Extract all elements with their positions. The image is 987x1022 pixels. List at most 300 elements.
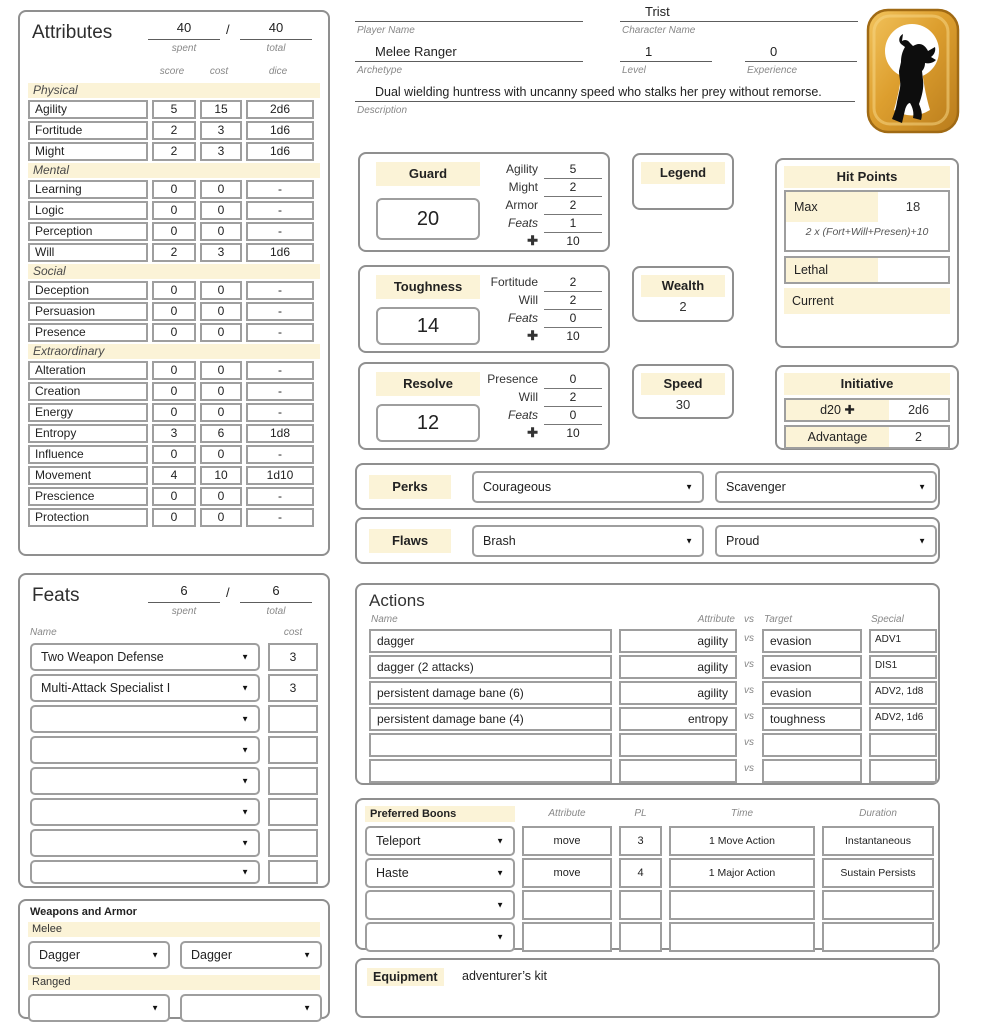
character-name-label: Character Name [622,25,696,36]
attribute-dice: 1d6 [246,121,314,140]
feat-dropdown-2[interactable] [30,674,260,702]
table-row [28,508,320,527]
ranged-section-label: Ranged [28,975,320,990]
attributes-spent-label: spent [171,43,197,54]
resolve-value-input[interactable]: 12 [376,404,480,442]
resolve-row-label: Feats [507,408,538,422]
perk-dropdown-1[interactable] [472,471,704,503]
perk-dropdown-1-value: Courageous [483,480,552,494]
character-name-underline [620,5,858,22]
resolve-row-value: 10 [566,426,580,440]
action-vs: vs [744,659,754,670]
feat-dropdown-4[interactable] [30,736,260,764]
boons-header-pl: PL [634,808,647,819]
feat-dropdown-6[interactable] [30,798,260,826]
guard-row-value[interactable]: 1 [544,216,602,233]
boon-pl: 3 [619,826,662,856]
attribute-score-input[interactable]: 2 [152,142,196,161]
toughness-row-label: Will [518,293,538,307]
resolve-row-value[interactable]: 0 [544,408,602,425]
ranged-weapon-dropdown-2[interactable] [180,994,322,1022]
feats-total-value: 6 [240,583,312,603]
action-target-input[interactable] [762,733,862,757]
attribute-name: Energy [28,403,148,422]
hp-lethal-value-input[interactable] [878,258,948,282]
action-target-input[interactable]: evasion [762,629,862,653]
attribute-name: Prescience [28,487,148,506]
attribute-name: Fortitude [28,121,148,140]
boon-pl [619,922,662,952]
attribute-cost: 10 [200,466,242,485]
attribute-name: Perception [28,222,148,241]
feat-dropdown-7[interactable] [30,829,260,857]
actions-header-attribute: Attribute [697,614,735,625]
hp-max-group [784,190,950,252]
boons-header-time: Time [730,808,754,819]
initiative-panel [775,365,959,450]
action-name-input[interactable]: persistent damage bane (4) [369,707,612,731]
attribute-cost: 0 [200,382,242,401]
equipment-panel [355,958,940,1018]
feats-spent-label: spent [171,606,197,617]
feat-dropdown-5[interactable] [30,767,260,795]
attribute-name: Creation [28,382,148,401]
attribute-name: Presence [28,323,148,342]
feat-cost: 3 [268,643,318,671]
attribute-cost: 0 [200,445,242,464]
feats-name-header: Name [30,627,57,638]
section-header-social: Social [28,264,320,279]
initiative-advantage-value: 2 [915,430,922,444]
toughness-title: Toughness [376,275,480,299]
column-header-cost: cost [209,66,229,77]
attribute-cost: 0 [200,487,242,506]
boon-duration: Instantaneous [822,826,934,856]
chevron-down-icon: ▼ [685,482,693,492]
hp-current-label: Current [784,288,950,314]
attribute-name: Deception [28,281,148,300]
chevron-down-icon: ▼ [241,838,249,848]
attribute-score-input[interactable]: 2 [152,121,196,140]
attributes-spent-value: 40 [148,20,220,40]
table-row [28,302,320,321]
attribute-score-input[interactable]: 5 [152,100,196,119]
guard-row-value: 10 [566,234,580,248]
hp-lethal-row [784,256,950,284]
perk-dropdown-2[interactable] [715,471,937,503]
table-row [28,222,320,241]
column-header-dice: dice [268,66,288,77]
feat-cost [268,705,318,733]
action-vs: vs [744,711,754,722]
attribute-dice: - [246,487,314,506]
wealth-value-input[interactable]: 2 [679,299,687,314]
initiative-roll-row [784,398,950,422]
attribute-score-input[interactable]: 0 [152,201,196,220]
melee-weapon-2-value: Dagger [191,948,232,962]
attribute-cost: 0 [200,361,242,380]
preferred-boons-panel [355,798,940,950]
chevron-down-icon: ▼ [151,1003,159,1013]
attribute-cost: 3 [200,142,242,161]
toughness-row-value: 10 [566,329,580,343]
guard-row-label: Might [508,180,538,194]
attribute-dice: 1d6 [246,243,314,262]
attribute-name: Entropy [28,424,148,443]
attribute-score-input[interactable]: 0 [152,382,196,401]
chevron-down-icon: ▼ [241,683,249,693]
experience-field[interactable]: 0 [770,44,778,59]
feats-title: Feats [32,585,80,606]
boon-time: 1 Move Action [669,826,815,856]
boons-header-attribute: Attribute [548,808,586,819]
chevron-down-icon: ▼ [151,950,159,960]
toughness-row-value[interactable]: 0 [544,311,602,328]
section-header-mental: Mental [28,163,320,178]
feat-cost [268,798,318,826]
speed-panel [632,364,734,419]
feats-spent-value: 6 [148,583,220,603]
action-attribute-input[interactable]: agility [619,629,737,653]
flaw-dropdown-1-value: Brash [483,534,516,548]
attribute-name: Persuasion [28,302,148,321]
chevron-down-icon: ▼ [496,868,504,878]
attribute-dice: - [246,222,314,241]
action-name-input[interactable]: persistent damage bane (6) [369,681,612,705]
ranged-weapon-dropdown-1[interactable] [28,994,170,1022]
level-label: Level [622,65,646,76]
attribute-dice: 1d10 [246,466,314,485]
chevron-down-icon: ▼ [303,950,311,960]
chevron-down-icon: ▼ [496,932,504,942]
guard-row-value: 2 [544,180,602,197]
initiative-advantage-label: Advantage [786,427,889,447]
attribute-score-input[interactable]: 0 [152,323,196,342]
column-header-score: score [159,66,185,77]
attribute-cost: 0 [200,281,242,300]
feat-dropdown-1[interactable] [30,643,260,671]
table-row [28,142,320,161]
feats-cost-header: cost [283,627,303,638]
boon-attribute: move [522,826,612,856]
attribute-dice: - [246,382,314,401]
perks-panel [355,463,940,510]
action-name-input[interactable] [369,759,612,783]
chevron-down-icon: ▼ [241,714,249,724]
attributes-slash: / [226,22,230,37]
character-name-field[interactable]: Trist [645,4,670,19]
attribute-cost: 0 [200,222,242,241]
description-label: Description [357,105,408,116]
attribute-score-input[interactable]: 0 [152,361,196,380]
toughness-row-label: Feats [507,311,538,325]
boon-duration [822,890,934,920]
table-row [28,180,320,199]
action-vs: vs [744,685,754,696]
action-attribute-input[interactable] [619,759,737,783]
attribute-cost: 0 [200,302,242,321]
equipment-value-input[interactable]: adventurer’s kit [462,969,547,983]
boon-pl: 4 [619,858,662,888]
feats-slash: / [226,585,230,600]
weapons-armor-title: Weapons and Armor [30,906,137,918]
boon-time [669,922,815,952]
feat-dropdown-8[interactable] [30,860,260,884]
level-underline [620,45,712,62]
actions-title: Actions [369,591,425,610]
flaws-panel [355,517,940,564]
boon-attribute [522,890,612,920]
attribute-name: Will [28,243,148,262]
boon-dropdown-1[interactable] [365,826,515,856]
initiative-title: Initiative [784,373,950,395]
action-vs: vs [744,633,754,644]
guard-row-label: Feats [507,216,538,230]
boon-duration [822,922,934,952]
feat-dropdown-2-value: Multi-Attack Specialist I [41,681,171,695]
attribute-score-input[interactable]: 0 [152,487,196,506]
attribute-cost: 0 [200,508,242,527]
action-special-input[interactable] [869,733,937,757]
hp-max-formula: 2 x (Fort+Will+Presen)+10 [805,226,929,238]
perk-dropdown-2-value: Scavenger [726,480,786,494]
attribute-name: Influence [28,445,148,464]
attribute-cost: 0 [200,201,242,220]
attribute-cost: 0 [200,403,242,422]
table-row [28,201,320,220]
boon-attribute: move [522,858,612,888]
attribute-name: Agility [28,100,148,119]
hp-max-value-input[interactable]: 18 [905,199,921,214]
open-legend-keyhole-logo [866,8,962,136]
attribute-cost: 0 [200,180,242,199]
guard-value-input[interactable]: 20 [376,198,480,240]
hp-current-value-input[interactable] [784,318,950,342]
attribute-name: Movement [28,466,148,485]
description-underline [355,85,855,102]
attribute-name: Learning [28,180,148,199]
boon-dropdown-3[interactable] [365,890,515,920]
actions-header-name: Name [371,614,398,625]
boon-attribute [522,922,612,952]
attribute-dice: - [246,180,314,199]
attribute-dice: 2d6 [246,100,314,119]
attribute-cost: 3 [200,243,242,262]
actions-header-target: Target [764,614,792,625]
plus-icon: ✚ [527,233,538,248]
action-target-input[interactable] [762,759,862,783]
boon-dropdown-2-value: Haste [376,866,409,880]
attribute-score-input[interactable]: 0 [152,180,196,199]
attribute-score-input[interactable]: 2 [152,243,196,262]
actions-header-special: Special [871,614,904,625]
chevron-down-icon: ▼ [496,900,504,910]
flaw-dropdown-2-value: Proud [726,534,760,548]
boon-dropdown-2[interactable] [365,858,515,888]
legend-panel [632,153,734,210]
attribute-cost: 3 [200,121,242,140]
plus-icon: ✚ [527,425,538,440]
player-name-field[interactable] [355,5,583,22]
resolve-row-value: 2 [544,390,602,407]
action-special-input[interactable]: ADV1 [869,629,937,653]
toughness-value-input[interactable]: 14 [376,307,480,345]
preferred-boons-label: Preferred Boons [365,806,515,822]
chevron-down-icon: ▼ [918,482,926,492]
feats-panel [18,573,330,888]
attributes-panel [18,10,330,556]
guard-row-value[interactable]: 2 [544,198,602,215]
feat-dropdown-3[interactable] [30,705,260,733]
boon-dropdown-1-value: Teleport [376,834,421,848]
equipment-label: Equipment [367,968,444,986]
attributes-table [20,82,328,529]
feat-dropdown-1-value: Two Weapon Defense [41,650,164,664]
wealth-panel [632,266,734,322]
attribute-dice: - [246,445,314,464]
action-special-input[interactable]: DIS1 [869,655,937,679]
table-row [28,121,320,140]
archetype-field[interactable]: Melee Ranger [375,44,457,59]
attribute-name: Protection [28,508,148,527]
attribute-dice: - [246,361,314,380]
boon-dropdown-4[interactable] [365,922,515,952]
guard-title: Guard [376,162,480,186]
melee-weapon-dropdown-1[interactable] [28,941,170,969]
table-row [28,403,320,422]
toughness-row-value: 2 [544,293,602,310]
level-field[interactable]: 1 [645,44,653,59]
action-vs: vs [744,763,754,774]
attribute-dice: - [246,281,314,300]
attribute-name: Alteration [28,361,148,380]
resolve-row-label: Will [518,390,538,404]
toughness-row-label: Fortitude [490,275,538,289]
toughness-panel [358,265,610,353]
section-header-extraordinary: Extraordinary [28,344,320,359]
attribute-dice: - [246,508,314,527]
boon-duration: Sustain Persists [822,858,934,888]
feat-cost: 3 [268,674,318,702]
action-special-input[interactable] [869,759,937,783]
chevron-down-icon: ▼ [685,536,693,546]
chevron-down-icon: ▼ [241,745,249,755]
attribute-score-input[interactable]: 0 [152,281,196,300]
hit-points-title: Hit Points [784,166,950,188]
feats-total-label: total [266,606,286,617]
chevron-down-icon: ▼ [241,807,249,817]
melee-weapon-1-value: Dagger [39,948,80,962]
weapons-armor-panel [18,899,330,1019]
action-attribute-input[interactable]: entropy [619,707,737,731]
attribute-score-input[interactable]: 0 [152,403,196,422]
chevron-down-icon: ▼ [918,536,926,546]
attribute-dice: - [246,302,314,321]
action-target-input[interactable]: evasion [762,655,862,679]
attribute-dice: - [246,403,314,422]
action-special-input[interactable]: ADV2, 1d8 [869,681,937,705]
attributes-title: Attributes [32,22,113,43]
archetype-label: Archetype [357,65,403,76]
resolve-row-value: 0 [544,372,602,389]
actions-panel [355,583,940,785]
chevron-down-icon: ▼ [241,867,249,877]
action-name-input[interactable]: dagger [369,629,612,653]
initiative-roll-label: d20 ✚ [786,400,889,420]
action-attribute-input[interactable]: agility [619,681,737,705]
attribute-score-input[interactable]: 4 [152,466,196,485]
guard-panel [358,152,610,252]
action-target-input[interactable]: evasion [762,681,862,705]
attribute-score-input[interactable]: 0 [152,302,196,321]
table-row [28,243,320,262]
flaws-label: Flaws [369,529,451,553]
table-row [28,361,320,380]
chevron-down-icon: ▼ [241,776,249,786]
action-attribute-input[interactable] [619,733,737,757]
flaw-dropdown-1[interactable] [472,525,704,557]
logo-graphic [866,8,962,136]
legend-title: Legend [641,162,725,184]
attribute-cost: 6 [200,424,242,443]
feat-cost [268,860,318,884]
hit-points-panel [775,158,959,348]
chevron-down-icon: ▼ [303,1003,311,1013]
flaw-dropdown-2[interactable] [715,525,937,557]
hp-lethal-label: Lethal [786,258,878,282]
boons-header-duration: Duration [859,808,897,819]
attribute-score-input[interactable]: 0 [152,445,196,464]
feat-cost [268,767,318,795]
melee-section-label: Melee [28,922,320,937]
attributes-total-value: 40 [240,20,312,40]
speed-value-input[interactable]: 30 [675,397,691,412]
experience-label: Experience [747,65,798,76]
guard-row-value: 5 [544,162,602,179]
wealth-title: Wealth [641,275,725,297]
perks-label: Perks [369,475,451,499]
table-row [28,100,320,119]
attribute-dice: 1d6 [246,142,314,161]
experience-underline [745,45,857,62]
resolve-row-label: Presence [487,372,538,386]
description-field[interactable]: Dual wielding huntress with uncanny speed who stalks her prey without remorse. [375,85,822,99]
table-row [28,281,320,300]
guard-row-label: Armor [505,198,538,212]
boon-time [669,890,815,920]
attribute-score-input[interactable]: 0 [152,222,196,241]
boon-time: 1 Major Action [669,858,815,888]
action-name-input[interactable] [369,733,612,757]
table-row [28,382,320,401]
action-special-input[interactable]: ADV2, 1d6 [869,707,937,731]
attributes-total-label: total [266,43,286,54]
attribute-score-input[interactable]: 0 [152,508,196,527]
melee-weapon-dropdown-2[interactable] [180,941,322,969]
action-name-input[interactable]: dagger (2 attacks) [369,655,612,679]
initiative-advantage-row [784,425,950,449]
attribute-score-input[interactable]: 3 [152,424,196,443]
attribute-cost: 15 [200,100,242,119]
action-target-input[interactable]: toughness [762,707,862,731]
attribute-dice: 1d8 [246,424,314,443]
resolve-panel [358,362,610,450]
table-row [28,487,320,506]
plus-icon: ✚ [527,328,538,343]
attribute-cost: 0 [200,323,242,342]
action-attribute-input[interactable]: agility [619,655,737,679]
speed-title: Speed [641,373,725,395]
